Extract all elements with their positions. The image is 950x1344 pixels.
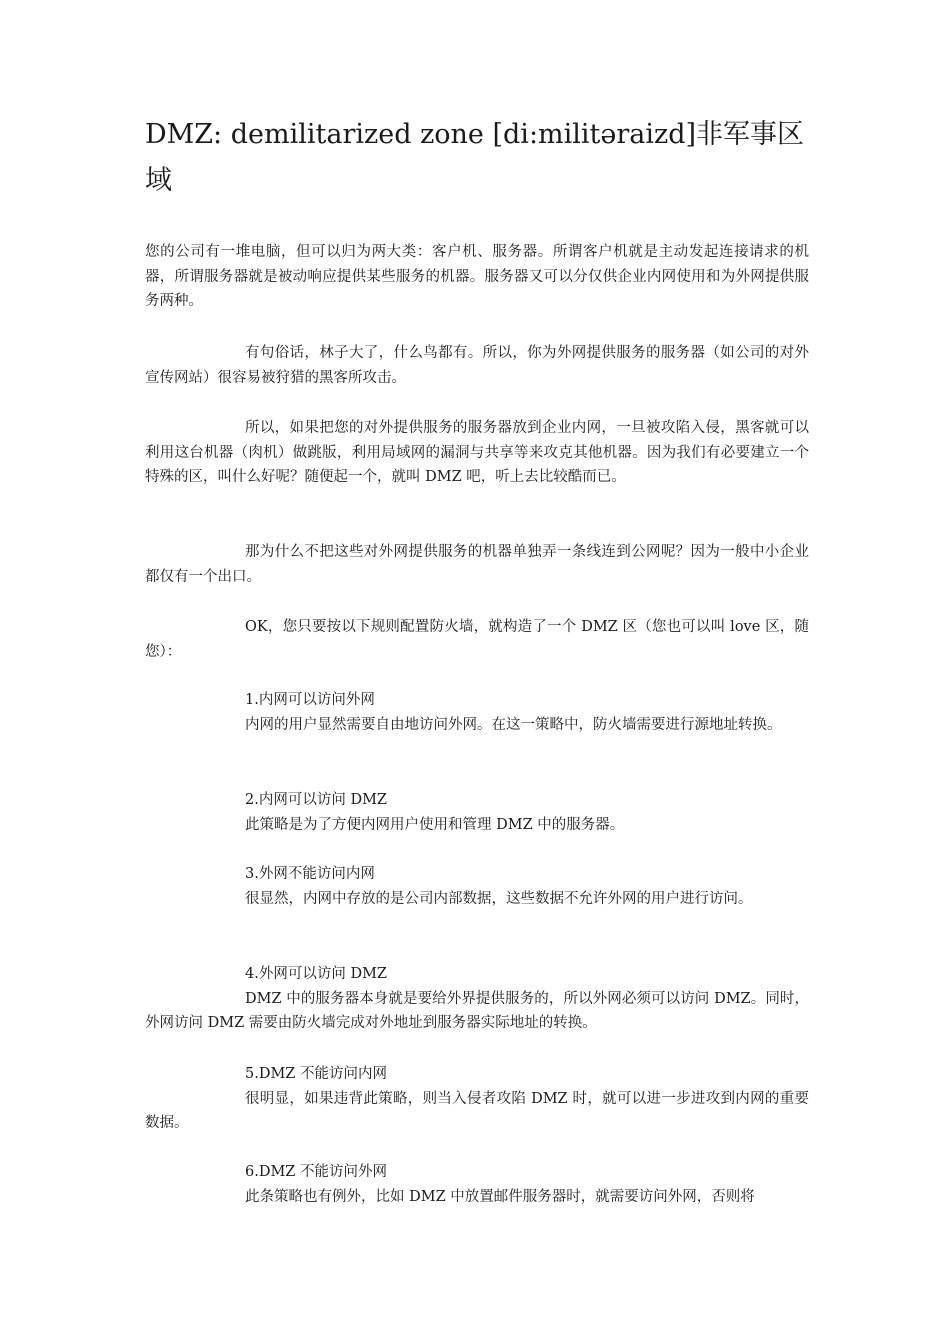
rule-6 [145,1160,809,1209]
rule-body: 很显然，内网中存放的是公司内部数据，这些数据不允许外网的用户进行访问。 [245,890,753,907]
paragraph-single-exit: 那为什么不把这些对外网提供服务的机器单独弄一条线连到公网呢？因为一般中小企业都仅有一个出口。 [145,544,809,585]
paragraph-intro: 您的公司有一堆电脑，但可以归为两大类：客户机、服务器。所谓客户机就是主动发起连接请求的机器，所谓服务器就是被动响应提供某些服务的机器。服务器又可以分仅供企业内网使用和为外网提供服务两种。 [145,244,809,309]
rule-4 [145,962,809,1036]
rule-1 [145,688,809,737]
rule-heading: 3.外网不能访问内网 [245,866,375,882]
rule-heading: 4.外网可以访问 DMZ [245,966,387,982]
document-title: DMZ: demilitarized zone [di:militəraizd]非军事区域 [145,119,805,196]
paragraph-firewall-rules-intro: OK，您只要按以下规则配置防火墙，就构造了一个 DMZ 区（您也可以叫 love 区，随您）： [145,619,809,660]
rule-body: 很明显，如果违背此策略，则当入侵者攻陷 DMZ 时，就可以进一步进攻到内网的重要数据。 [145,1090,809,1131]
paragraph-dmz-reason: 所以，如果把您的对外提供服务的服务器放到企业内网，一旦被攻陷入侵，黑客就可以利用这台机器（肉机）做跳版，利用局域网的漏洞与共享等来攻克其他机器。因为我们有必要建立一个特殊的区，叫什么好呢？随便起一个，就叫 DMZ 吧，听上去比较酷而已。 [145,420,809,485]
rule-2 [145,788,809,837]
rule-heading: 6.DMZ 不能访问外网 [245,1164,387,1180]
paragraph-proverb: 有句俗话，林子大了，什么鸟都有。所以，你为外网提供服务的服务器（如公司的对外宣传网站）很容易被狩猎的黑客所攻击。 [145,345,809,386]
rule-3 [145,862,809,911]
rule-heading: 5.DMZ 不能访问内网 [245,1066,387,1082]
rule-body: 内网的用户显然需要自由地访问外网。在这一策略中，防火墙需要进行源地址转换。 [245,716,782,733]
rule-heading: 1.内网可以访问外网 [245,692,375,708]
rule-body: 此条策略也有例外，比如 DMZ 中放置邮件服务器时，就需要访问外网，否则将 [245,1188,755,1205]
rule-body: DMZ 中的服务器本身就是要给外界提供服务的，所以外网必须可以访问 DMZ。同时，外网访问 DMZ 需要由防火墙完成对外地址到服务器实际地址的转换。 [145,990,809,1031]
rule-body: 此策略是为了方便内网用户使用和管理 DMZ 中的服务器。 [245,816,625,833]
rule-heading: 2.内网可以访问 DMZ [245,792,387,808]
rule-5 [145,1062,809,1136]
